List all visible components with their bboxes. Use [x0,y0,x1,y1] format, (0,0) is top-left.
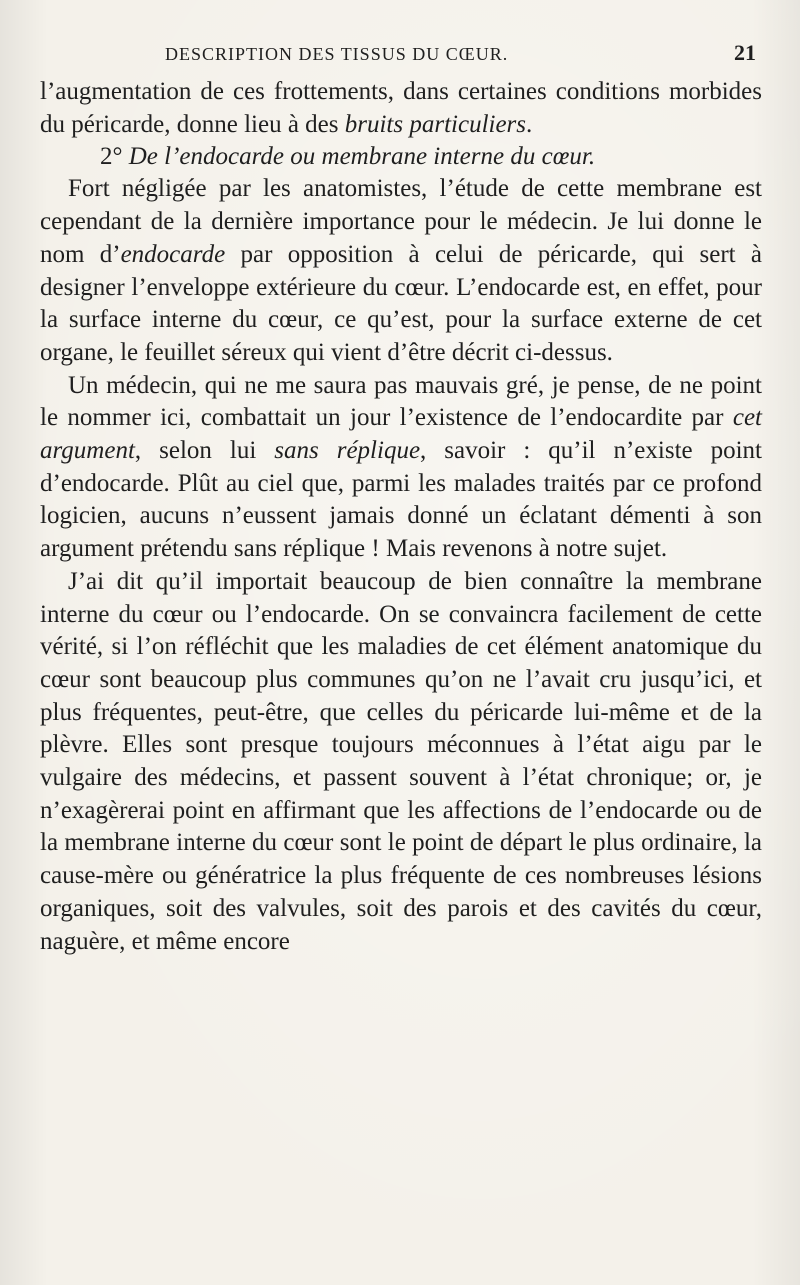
body-text [40,76,762,958]
running-head [40,40,762,76]
section-heading-title: De l’endocarde ou membrane interne du cœur. [128,143,596,171]
paragraph-1-text-b: . [526,110,533,138]
running-title: DESCRIPTION DES TISSUS DU CŒUR. [165,44,509,64]
paragraph-4-text: J’ai dit qu’il importait beaucoup de bien connaître la membrane interne du cœur ou l’endocarde. On se convaincra facilement de cette vérité, si l’on réfléchit que les maladies de cet élément anatomique du cœur sont beaucoup plus communes qu’on ne l’avait cru jusqu’ici, et plus fréquentes, peut-être, que celles du péricarde lui-même et de la plèvre. Elles sont presque toujours méconnues à l’état aigu par le vulgaire des médecins, et passent souvent à l’état chronique; or, je n’exagèrerai point en affirmant que les affections de l’endocarde ou de la membrane interne du cœur sont le point de départ le plus ordinaire, la cause-mère ou génératrice la plus fréquente de ces nombreuses lésions organiques, soit des valvules, soit des parois et des cavités du cœur, naguère, et même encore [40,567,762,955]
paragraph-2-text-a: Fort négligée par les anatomistes, l’étude de cette membrane est cependant de la dernière importance pour le médecin. Je lui donne le nom d’ [40,175,762,268]
paragraph-3 [40,370,762,566]
paragraph-2-italic: endocarde [120,240,226,268]
page-number: 21 [734,40,756,65]
section-heading [40,141,762,173]
paragraph-3-italic-b: sans réplique [274,437,421,465]
paragraph-4 [40,566,762,958]
paragraph-3-italic-a: cet argument [40,404,762,465]
section-heading-number: 2° [100,143,129,171]
paragraph-2 [40,173,762,369]
paragraph-3-text-c: , savoir : qu’il n’existe point d’endocarde. Plût au ciel que, parmi les malades traités par ce profond logicien, aucuns n’eussent jamais donné un éclatant démenti à son argument prétendu sans réplique ! Mais revenons à notre sujet. [40,437,762,563]
paragraph-2-text-b: par opposition à celui de péricarde, qui sert à designer l’enveloppe extérieure du cœur. L’endocarde est, en effet, pour la surface interne du cœur, ce qu’est, pour la surface externe de cet organe, le feuillet séreux qui vient d’être décrit ci-dessus. [40,240,762,366]
paragraph-1-text-a: l’augmentation de ces frottements, dans certaines conditions morbides du péricarde, donne lieu à des [40,78,762,138]
paragraph-3-text-b: , selon lui [134,437,275,465]
paragraph-1 [40,76,762,141]
paragraph-3-text-a: Un médecin, qui ne me saura pas mauvais gré, je pense, de ne point le nommer ici, combattait un jour l’existence de l’endocardite par [40,371,762,432]
paragraph-1-italic: bruits particuliers [344,110,527,138]
